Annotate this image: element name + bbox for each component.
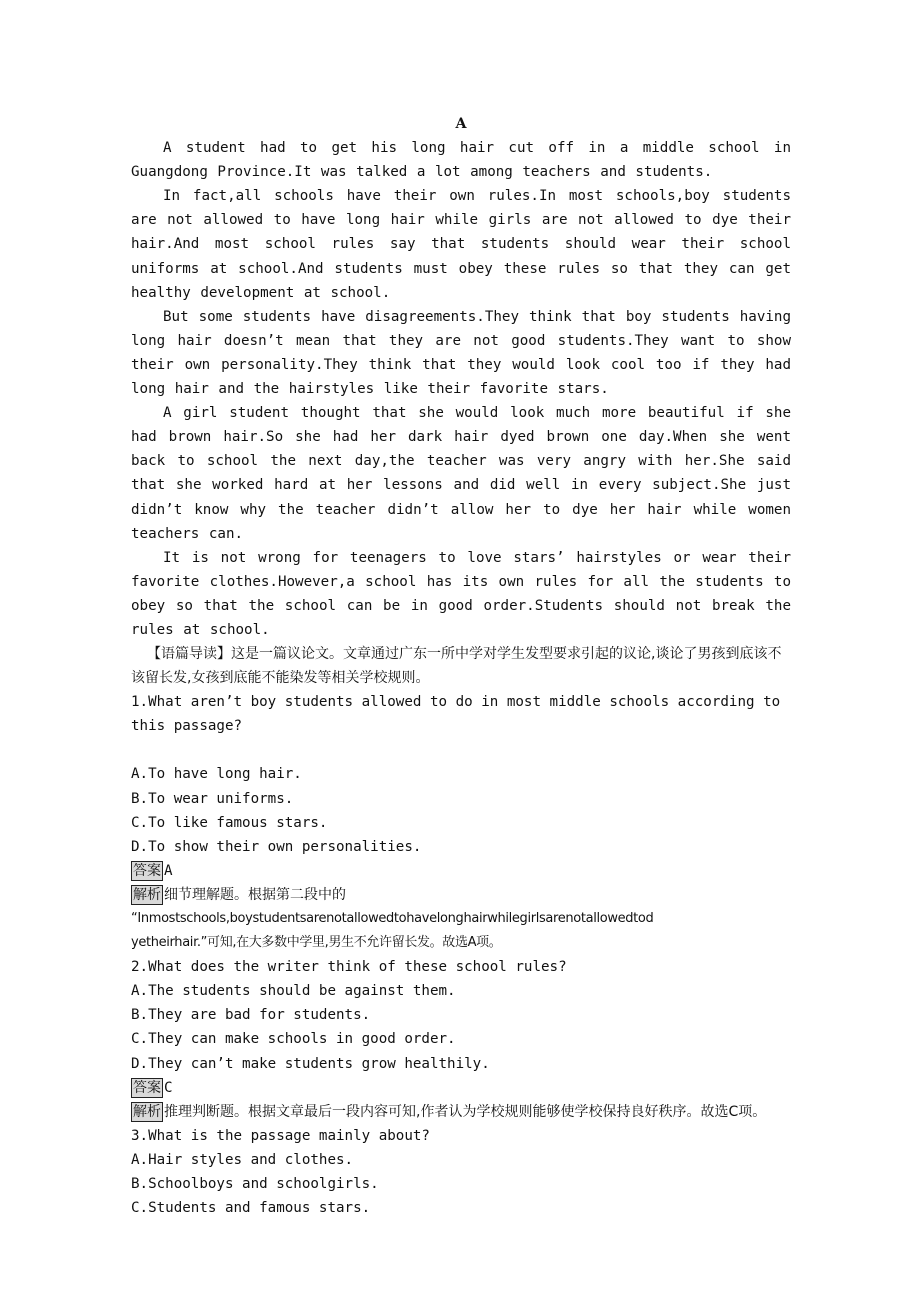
passage-paragraph-5: It is not wrong for teenagers to love stars’ hairstyles or wear their favorite clothes.However,a school has its own rules for all the students to obey so that the school can be in good order.Students should not break the rules at school. [131,549,791,638]
question-1-analysis-lead: 细节理解题。根据第二段中的 [164,886,346,903]
question-2 [131,955,791,1124]
passage-paragraph-2: In fact,all schools have their own rules.In most schools,boy students are not allowed to have long hair while girls are not allowed to dye their hair.And most school rules say that students should wear their school uniforms at school.And students must obey these rules so that they can get healthy development at school. [131,188,791,301]
question-1-answer: A [164,862,173,879]
question-2-option-c: C.They can make schools in good order. [131,1031,456,1048]
passage-guide: 【语篇导读】这是一篇议论文。文章通过广东一所中学对学生发型要求引起的议论,谈论了男孩到底该不该留长发,女孩到底能不能染发等相关学校规则。 [131,646,782,687]
question-3-option-c: C.Students and famous stars. [131,1200,371,1217]
question-2-option-a: A.The students should be against them. [131,983,456,1000]
question-3-stem: 3.What is the passage mainly about? [131,1127,430,1144]
question-2-option-d: D.They can’t make students grow healthily. [131,1055,490,1072]
question-1 [131,690,791,955]
document-page [131,112,791,1220]
answer-tag: 答案 [133,1079,161,1096]
question-1-option-d: D.To show their own personalities. [131,838,422,855]
question-2-answer-line [131,1076,791,1100]
question-1-analysis-quote-2: yetheirhair.”可知,在大多数中学里,男生不允许留长发。故选A项。 [131,935,502,951]
question-2-stem: 2.What does the writer think of these school rules? [131,959,567,976]
question-1-spacer [131,738,791,762]
question-1-analysis-quote-1: “Inmostschools,boystudentsarenotallowedtohavelonghairwhilegirlsarenotallowedtod [131,911,654,926]
passage-paragraph-4: A girl student thought that she would look much more beautiful if she had brown hair.So she had her dark hair dyed brown one day.When she went back to school the next day,the teacher was very angry with her.She said that she worked hard at her lessons and did well in every subject.She just didn’t know why the teacher didn’t allow her to dye her hair while women teachers can. [131,405,791,542]
question-3-option-b: B.Schoolboys and schoolgirls. [131,1176,379,1193]
question-2-analysis: 推理判断题。根据文章最后一段内容可知,作者认为学校规则能够使学校保持良好秩序。故选C项。 [164,1103,767,1120]
question-2-answer: C [164,1079,173,1096]
question-1-stem: 1.What aren’t boy students allowed to do in most middle schools according to this passage? [131,694,781,735]
analysis-tag: 解析 [133,886,161,903]
question-1-option-b: B.To wear uniforms. [131,790,294,807]
question-1-answer-line [131,859,791,883]
question-2-option-b: B.They are bad for students. [131,1007,371,1024]
question-2-analysis-line [131,1100,791,1124]
passage-title: A [455,116,467,132]
analysis-tag: 解析 [133,1103,161,1120]
question-3-option-a: A.Hair styles and clothes. [131,1151,354,1168]
passage-paragraph-1: A student had to get his long hair cut off in a middle school in Guangdong Province.It was talked a lot among teachers and students. [131,140,791,181]
question-1-option-c: C.To like famous stars. [131,814,328,831]
answer-tag: 答案 [133,862,161,879]
question-3 [131,1124,791,1220]
question-1-analysis-line [131,883,791,907]
question-1-option-a: A.To have long hair. [131,766,302,783]
passage-paragraph-3: But some students have disagreements.They think that boy students having long hair doesn’t mean that they are not good students.They want to show their own personality.They think that they would look cool too if they had long hair and the hairstyles like their favorite stars. [131,308,791,398]
